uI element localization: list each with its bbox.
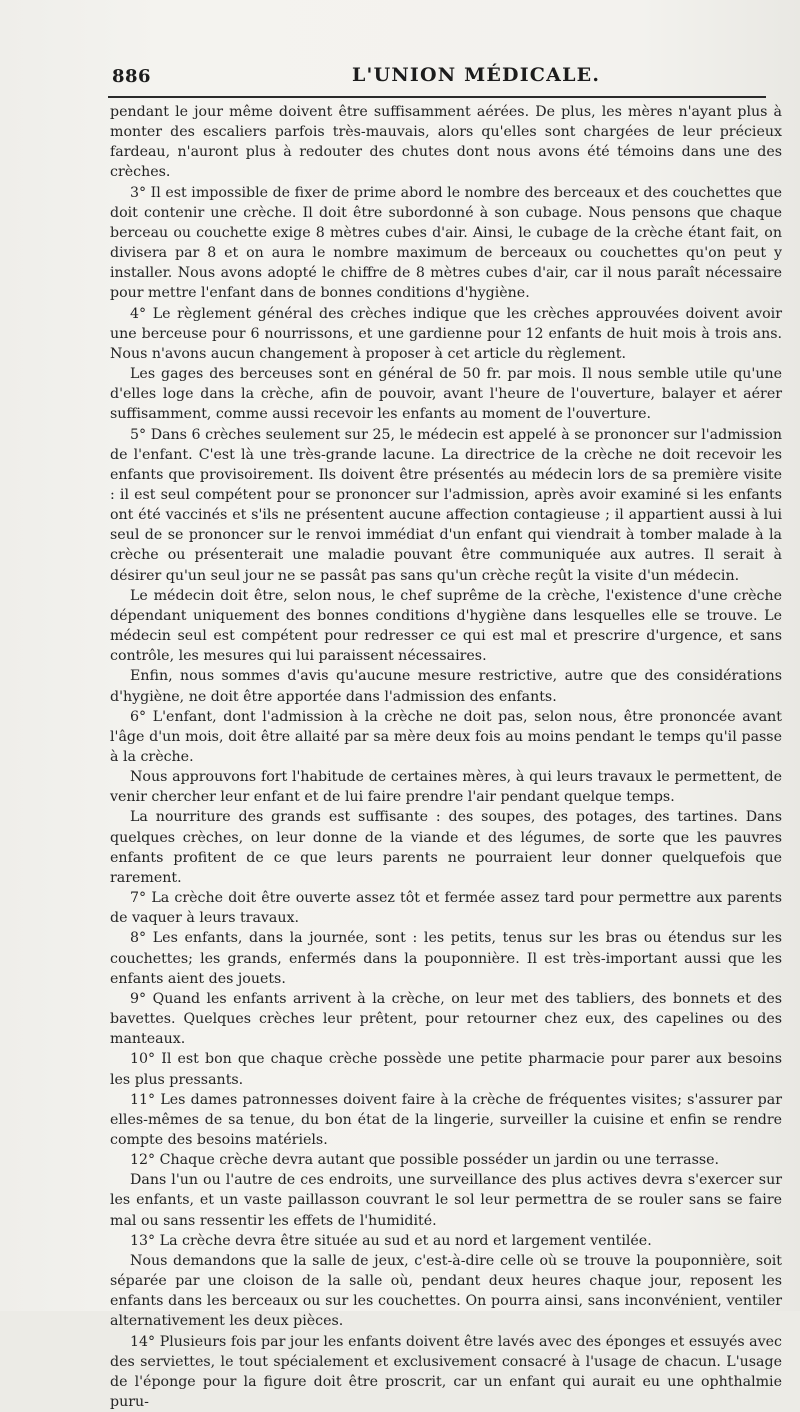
paragraph-item-4: 4° Le règlement général des crèches indique que les crèches approuvées doivent avoir une berceuse pour 6 nourrissons, et une gardienne pour 12 enfants de huit mois à trois ans. Nous n'avons aucun changement à proposer à cet article du règlement. (110, 305, 782, 362)
page-number: 886 (112, 66, 152, 87)
paragraph-wages: Les gages des berceuses sont en général de 50 fr. par mois. Il nous semble utile qu'une d'elles loge dans la crèche, afin de pouvoir, avant l'heure de l'ouverture, balayer et aérer suffisamment, comme aussi recevoir les enfants au moment de l'ouverture. (110, 366, 782, 423)
paragraph-item-11: 11° Les dames patronnesses doivent faire à la crèche de fréquentes visites; s'assurer par elles-mêmes de sa tenue, du bon état de la lingerie, surveiller la cuisine et enfin se rendre compte des besoins matériels. (110, 1091, 782, 1148)
page-header (112, 58, 762, 92)
paragraph-item-3: 3° Il est impossible de fixer de prime abord le nombre des berceaux et des couchettes que doit contenir une crèche. Il doit être subordonné à son cubage. Nous pensons que chaque berceau ou couchette exige 8 mètres cubes d'air. Ainsi, le cubage de la crèche étant fait, on divisera par 8 et on aura le nombre maximum de berceaux ou couchettes qu'on peut y installer. Nous avons adopté le chiffre de 8 mètres cubes d'air, car il nous paraît nécessaire pour mettre l'enfant dans de bonnes conditions d'hygiène. (110, 184, 782, 302)
paragraph-mothers: Nous approuvons fort l'habitude de certaines mères, à qui leurs travaux le permettent, de venir chercher leur enfant et de lui faire prendre l'air pendant quelque temps. (110, 769, 782, 806)
paragraph-item-8: 8° Les enfants, dans la journée, sont : les petits, tenus sur les bras ou étendus sur les couchettes; les grands, enfermés dans la pouponnière. Il est très-important aussi que les enfants aient des jouets. (110, 930, 782, 987)
paragraph-item-7: 7° La crèche doit être ouverte assez tôt et fermée assez tard pour permettre aux parents de vaquer à leurs travaux. (110, 890, 782, 927)
paragraph-admission: Enfin, nous sommes d'avis qu'aucune mesure restrictive, autre que des considérations d'hygiène, ne doit être apportée dans l'admission des enfants. (110, 668, 782, 705)
paragraph-playroom: Nous demandons que la salle de jeux, c'est-à-dire celle où se trouve la pouponnière, soit séparée par une cloison de la salle où, pendant deux heures chaque jour, reposent les enfants dans les berceaux ou sur les couchettes. On pourra ainsi, sans inconvénient, ventiler alternativement les deux pièces. (110, 1252, 782, 1330)
paragraph-surveillance: Dans l'un ou l'autre de ces endroits, une surveillance des plus actives devra s'exercer sur les enfants, et un vaste paillasson couvrant le sol leur permettra de se rouler sans se faire mal ou sans ressentir les effets de l'humidité. (110, 1172, 782, 1229)
paragraph-item-6: 6° L'enfant, dont l'admission à la crèche ne doit pas, selon nous, être prononcée avant l'âge d'un mois, doit être allaité par sa mère deux fois au moins pendant le temps qu'il passe à la crèche. (110, 708, 782, 765)
paragraph-ventilation: pendant le jour même doivent être suffisamment aérées. De plus, les mères n'ayant plus à monter des escaliers parfois très-mauvais, alors qu'elles sont chargées de leur précieux fardeau, n'auront plus à redouter des chutes dont nous avons été témoins dans une des crèches. (110, 104, 782, 181)
paragraph-item-12: 12° Chaque crèche devra autant que possible posséder un jardin ou une terrasse. (130, 1152, 720, 1169)
header-divider (108, 96, 766, 98)
paragraph-item-5: 5° Dans 6 crèches seulement sur 25, le médecin est appelé à se prononcer sur l'admission de l'enfant. C'est là une très-grande lacune. La directrice de la crèche ne doit recevoir les enfants que provisoirement. Ils doivent être présentés au médecin lors de sa première visite : il est seul compétent pour se prononcer sur l'admission, après avoir examiné si les enfants ont été vaccinés et s'ils ne présentent aucune affection contagieuse ; il appartient aussi à lui seul de se prononcer sur le renvoi immédiat d'un enfant qui viendrait à tomber malade à la crèche ou présenterait une maladie pouvant être communiquée aux autres. Il serait à désirer qu'un seul jour ne se passât pas sans qu'un crèche reçût la visite d'un médecin. (110, 426, 782, 584)
paragraph-food: La nourriture des grands est suffisante : des soupes, des potages, des tartines. Dans quelques crèches, on leur donne de la viande et des légumes, de sorte que les pauvres enfants profitent de ce que leurs parents ne pourraient leur donner quelquefois que rarement. (110, 809, 782, 886)
paragraph-doctor-chief: Le médecin doit être, selon nous, le chef suprême de la crèche, l'existence d'une crèche dépendant uniquement des bonnes conditions d'hygiène dans lesquelles elle se trouve. Le médecin seul est compétent pour redresser ce qui est mal et prescrire d'urgence, et sans contrôle, les mesures qui lui paraissent nécessaires. (110, 587, 782, 665)
paragraph-item-10: 10° Il est bon que chaque crèche possède une petite pharmacie pour parer aux besoins les plus pressants. (110, 1051, 782, 1088)
paragraph-item-9: 9° Quand les enfants arrivent à la crèche, on leur met des tabliers, des bonnets et des bavettes. Quelques crèches leur prêtent, pour retourner chez eux, des capelines ou des manteaux. (110, 990, 782, 1048)
article-body (110, 102, 782, 1412)
paragraph-item-13: 13° La crèche devra être située au sud et au nord et largement ventilée. (130, 1232, 652, 1249)
paragraph-item-14: 14° Plusieurs fois par jour les enfants doivent être lavés avec des éponges et essuyés avec des serviettes, le tout spécialement et exclusivement consacré à l'usage de chacun. L'usage de l'éponge pour la figure doit être proscrit, car un enfant qui aurait eu une ophthalmie puru- (110, 1333, 782, 1410)
journal-title: L'UNION MÉDICALE. (352, 64, 601, 86)
